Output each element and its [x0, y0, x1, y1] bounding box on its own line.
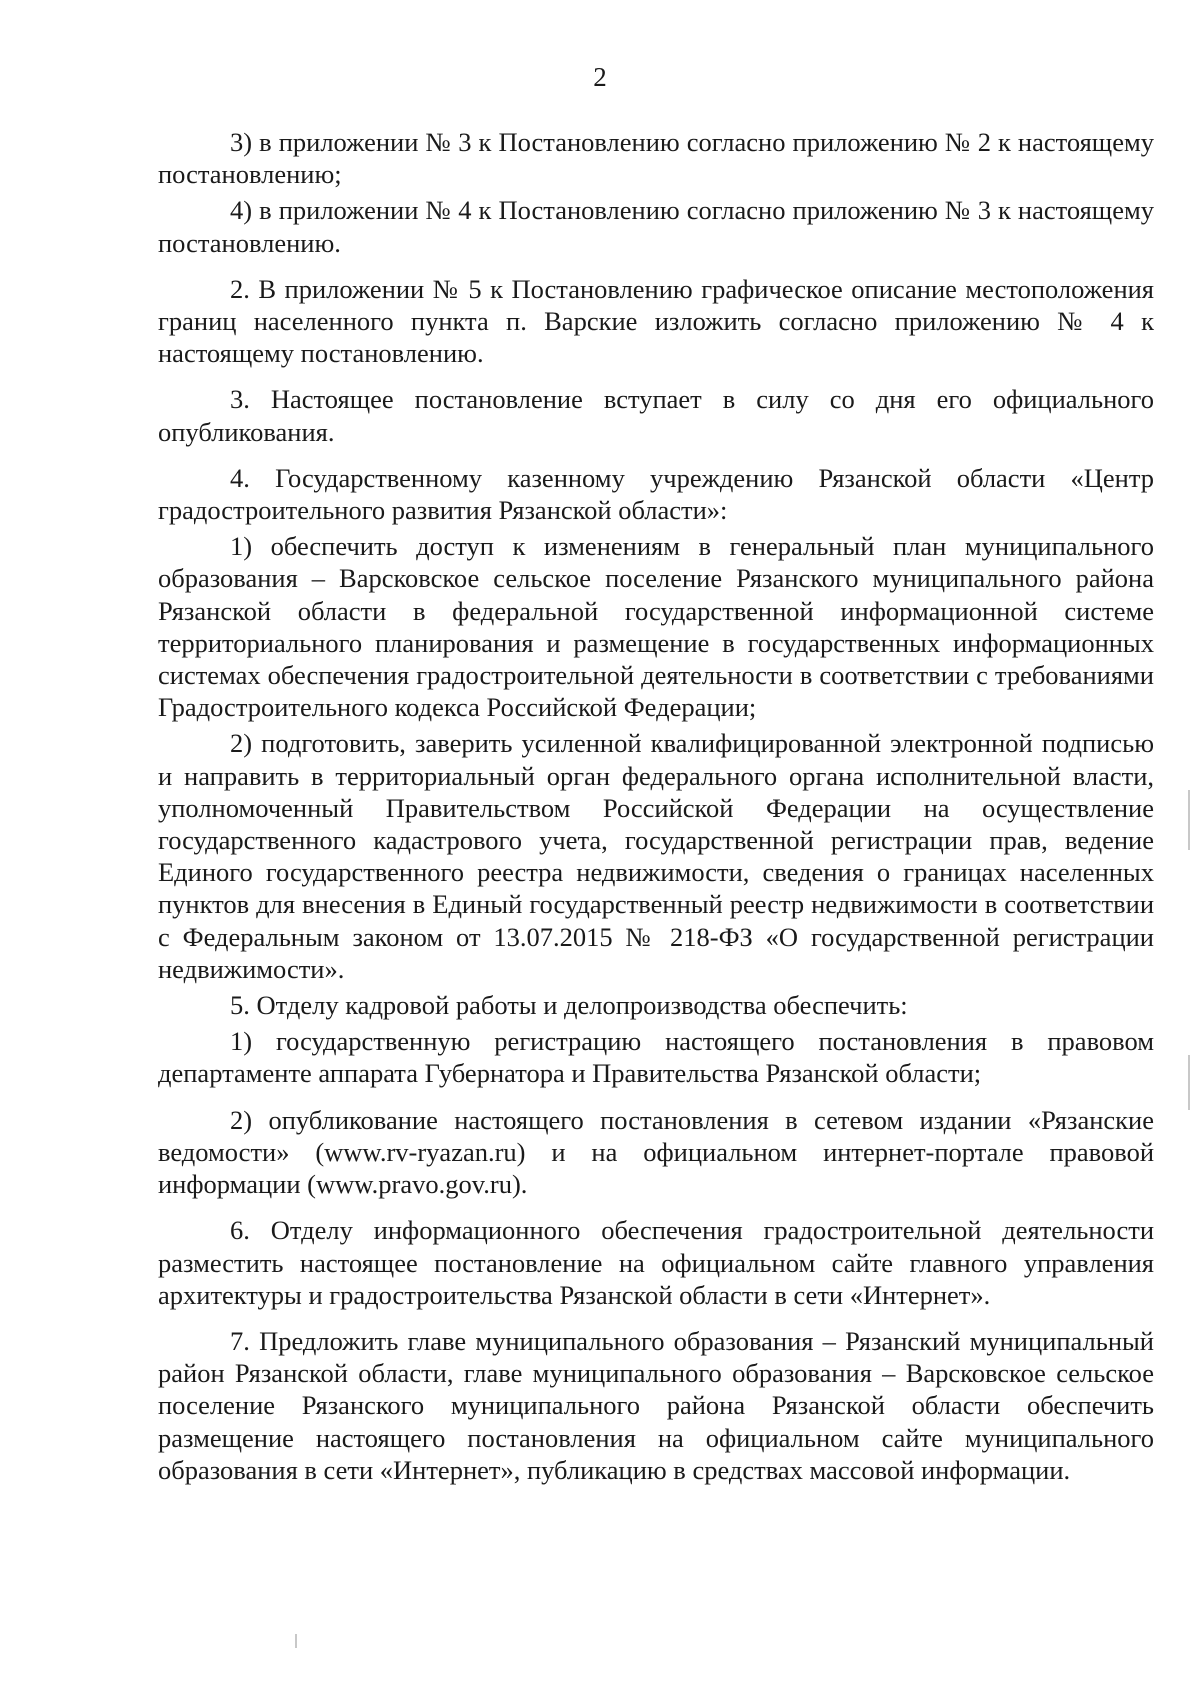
scan-artifact	[1188, 1055, 1190, 1110]
paragraph-section-5-item-2: 2) опубликование настоящего постановления в сетевом издании «Рязанские ведомости» (www.rv-ryazan.ru) и на официальном интернет-портале правовой информации (www.pravo.gov.ru).	[158, 1104, 1154, 1200]
paragraph-section-2: 2. В приложении № 5 к Постановлению графическое описание местоположения границ населенного пункта п. Варские изложить согласно приложению № 4 к настоящему постановлению.	[158, 273, 1154, 369]
paragraph-section-6: 6. Отделу информационного обеспечения градостроительной деятельности разместить настоящее постановление на официальном сайте главного управления архитектуры и градостроительства Рязанской области в сети «Интернет».	[158, 1215, 1154, 1310]
paragraph-item-4: 4) в приложении № 4 к Постановлению согласно приложению № 3 к настоящему постановлению.	[158, 195, 1154, 258]
page-number: 2	[593, 62, 607, 92]
paragraph-item-3: 3) в приложении № 3 к Постановлению согласно приложению № 2 к настоящему постановлению;	[158, 127, 1154, 190]
paragraph-section-4-item-2: 2) подготовить, заверить усиленной квалифицированной электронной подписью и направить в территориальный орган федерального органа исполнительной власти, уполномоченный Правительством Российской Федерации на осуществление государственного кадастрового учета, государственной регистрации прав, ведение Единого государственного реестра недвижимости, сведения о границах населенных пунктов для внесения в Единый государственный реестр недвижимости в соответствии с Федеральным законом от 13.07.2015 № 218-ФЗ «О государственной регистрации недвижимости».	[158, 728, 1154, 984]
scan-artifact	[1188, 790, 1190, 850]
paragraph-section-3: 3. Настоящее постановление вступает в силу со дня его официального опубликования.	[158, 384, 1154, 447]
paragraph-section-4: 4. Государственному казенному учреждению Рязанской области «Центр градостроительного развития Рязанской области»:	[158, 462, 1154, 526]
paragraph-section-5: 5. Отделу кадровой работы и делопроизводства обеспечить:	[230, 990, 908, 1021]
document-body	[158, 126, 1154, 1486]
paragraph-section-4-item-1: 1) обеспечить доступ к изменениям в генеральный план муниципального образования – Варсковское сельское поселение Рязанского муниципального района Рязанской области в федеральной государственной информационной системе территориального планирования и размещение в государственных информационных системах обеспечения градостроительной деятельности в соответствии с требованиями Градостроительного кодекса Российской Федерации;	[158, 531, 1154, 723]
paragraph-section-5-item-1: 1) государственную регистрацию настоящего постановления в правовом департаменте аппарата Губернатора и Правительства Рязанской области;	[158, 1026, 1154, 1089]
scan-artifact	[295, 1634, 297, 1648]
paragraph-section-7: 7. Предложить главе муниципального образования – Рязанский муниципальный район Рязанской области, главе муниципального образования – Варсковское сельское поселение Рязанского муниципального района Рязанской области обеспечить размещение настоящего постановления на официальном сайте муниципального образования в сети «Интернет», публикацию в средствах массовой информации.	[158, 1325, 1154, 1485]
